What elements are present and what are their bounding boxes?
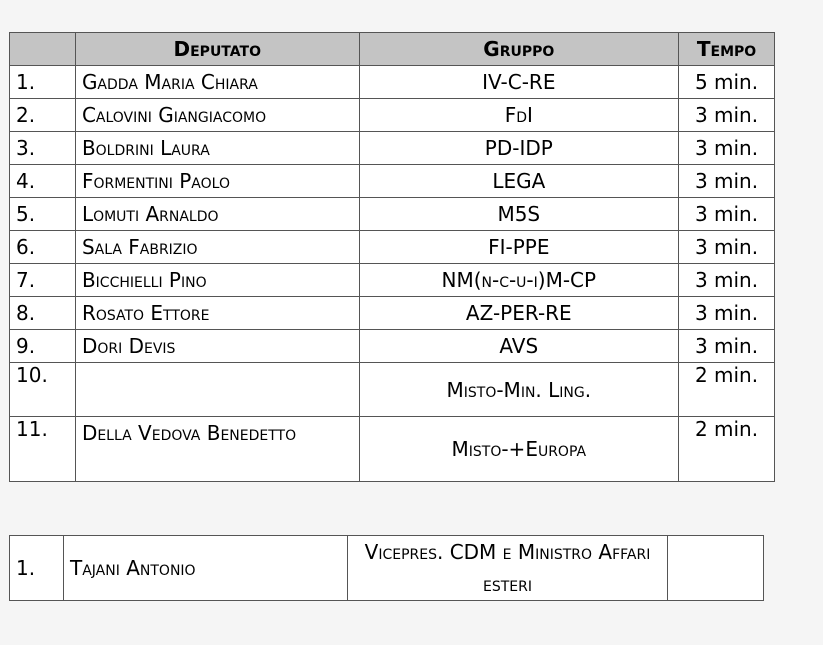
table-row: [10, 297, 775, 330]
group-name: Misto-+Europa: [359, 417, 678, 482]
table-row: [10, 536, 764, 601]
speakers-table: [9, 32, 775, 482]
header-deputy: Deputato: [75, 33, 359, 66]
time-allotted: 5 min.: [679, 66, 775, 99]
group-name: FI-PPE: [359, 231, 678, 264]
row-number: 11.: [10, 417, 76, 482]
table-row: [10, 264, 775, 297]
time-allotted: 3 min.: [679, 99, 775, 132]
group-name: IV-C-RE: [359, 66, 678, 99]
row-number: 4.: [10, 165, 76, 198]
table-row: [10, 330, 775, 363]
deputy-name: Rosato Ettore: [75, 297, 359, 330]
row-number: 10.: [10, 363, 76, 417]
row-number: 8.: [10, 297, 76, 330]
row-number: 3.: [10, 132, 76, 165]
group-name: M5S: [359, 198, 678, 231]
time-allotted: 3 min.: [679, 330, 775, 363]
deputy-name: Dori Devis: [75, 330, 359, 363]
table-row: [10, 417, 775, 482]
time-allotted: 3 min.: [679, 231, 775, 264]
time-allotted: 3 min.: [679, 132, 775, 165]
row-number: 1.: [10, 66, 76, 99]
table-row: [10, 66, 775, 99]
group-name: PD-IDP: [359, 132, 678, 165]
group-name: Misto-Min. Ling.: [359, 363, 678, 417]
deputy-name: Bicchielli Pino: [75, 264, 359, 297]
table-row: [10, 198, 775, 231]
time-allotted: 3 min.: [679, 198, 775, 231]
minister-name: Tajani Antonio: [64, 536, 348, 601]
time-allotted: [668, 536, 764, 601]
header-num: [10, 33, 76, 66]
deputy-name: [75, 363, 359, 417]
government-table: [9, 535, 764, 601]
deputy-name: Sala Fabrizio: [75, 231, 359, 264]
deputy-name: Lomuti Arnaldo: [75, 198, 359, 231]
row-number: 9.: [10, 330, 76, 363]
group-name: AVS: [359, 330, 678, 363]
row-number: 1.: [10, 536, 64, 601]
deputy-name: Boldrini Laura: [75, 132, 359, 165]
row-number: 5.: [10, 198, 76, 231]
header-group: Gruppo: [359, 33, 678, 66]
time-allotted: 3 min.: [679, 297, 775, 330]
header-time: Tempo: [679, 33, 775, 66]
group-name: LEGA: [359, 165, 678, 198]
time-allotted: 2 min.: [679, 363, 775, 417]
group-name: AZ-PER-RE: [359, 297, 678, 330]
time-allotted: 3 min.: [679, 264, 775, 297]
deputy-name: Formentini Paolo: [75, 165, 359, 198]
table-row: [10, 231, 775, 264]
table-row: [10, 132, 775, 165]
row-number: 2.: [10, 99, 76, 132]
deputy-name: Della Vedova Benedetto: [75, 417, 359, 482]
table-row: [10, 99, 775, 132]
group-name: NM(n-c-u-i)M-CP: [359, 264, 678, 297]
table-row: [10, 165, 775, 198]
group-name: FdI: [359, 99, 678, 132]
minister-role: Vicepres. CDM e Ministro Affari esteri: [348, 536, 668, 601]
table-row: [10, 363, 775, 417]
header-row: [10, 33, 775, 66]
time-allotted: 3 min.: [679, 165, 775, 198]
row-number: 7.: [10, 264, 76, 297]
deputy-name: Gadda Maria Chiara: [75, 66, 359, 99]
deputy-name: Calovini Giangiacomo: [75, 99, 359, 132]
time-allotted: 2 min.: [679, 417, 775, 482]
row-number: 6.: [10, 231, 76, 264]
